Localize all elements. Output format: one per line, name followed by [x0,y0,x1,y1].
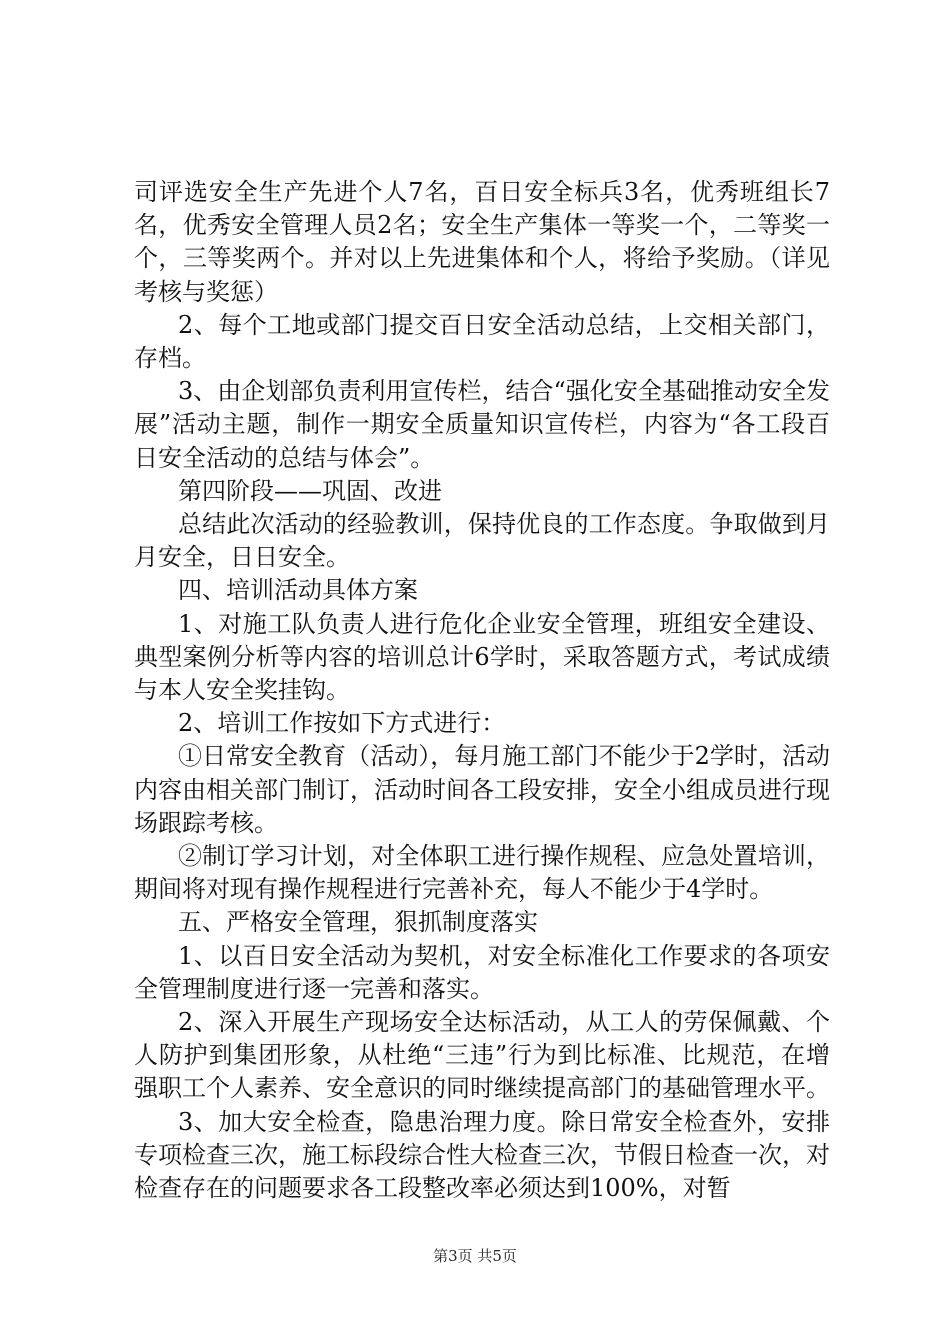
paragraph-3: 3、由企划部负责利用宣传栏，结合“强化安全基础推动安全发展”活动主题，制作一期安全质量知识宣传栏，内容为“各工段百日安全活动的总结与体会”。 [134,377,830,472]
paragraph-7: 1、对施工队负责人进行危化企业安全管理，班组安全建设、典型案例分析等内容的培训总计6学时，采取答题方式，考试成绩与本人安全奖挂钩。 [134,609,830,705]
paragraph-1: 司评选安全生产先进个人7名，百日安全标兵3名，优秀班组长7名，优秀安全管理人员2名；安全生产集体一等奖一个，二等奖一个，三等奖两个。并对以上先进集体和个人，将给予奖励。（详见考核与奖惩） [134,178,830,306]
page-number-footer: 第3页 共5页 [433,1247,517,1265]
paragraph-2: 2、每个工地或部门提交百日安全活动总结，上交相关部门，存档。 [134,310,830,373]
section-heading-phase-4: 第四阶段——巩固、改进 [178,476,442,505]
paragraph-12: 1、以百日安全活动为契机，对安全标准化工作要求的各项安全管理制度进行逐一完善和落实。 [134,941,830,1003]
paragraph-10: ②制订学习计划，对全体职工进行操作规程、应急处置培训，期间将对现有操作规程进行完善补充，每人不能少于4学时。 [134,842,830,904]
section-heading-training: 四、培训活动具体方案 [178,576,418,605]
section-heading-management: 五、严格安全管理，狠抓制度落实 [178,908,538,937]
paragraph-13: 2、深入开展生产现场安全达标活动，从工人的劳保佩戴、个人防护到集团形象，从杜绝“三违”行为到比标准、比规范，在增强职工个人素养、安全意识的同时继续提高部门的基础管理水平。 [134,1008,830,1103]
paragraph-14: 3、加大安全检查，隐患治理力度。除日常安全检查外，安排专项检查三次，施工标段综合性大检查三次，节假日检查一次，对检查存在的问题要求各工段整改率必须达到100%，对暂 [134,1107,830,1203]
document-body [134,176,830,1205]
paragraph-8: 2、培训工作按如下方式进行： [178,709,506,738]
paragraph-5: 总结此次活动的经验教训，保持优良的工作态度。争取做到月月安全，日日安全。 [134,510,830,572]
paragraph-9: ①日常安全教育（活动），每月施工部门不能少于2学时，活动内容由相关部门制订，活动时间各工段安排，安全小组成员进行现场跟踪考核。 [134,742,830,837]
